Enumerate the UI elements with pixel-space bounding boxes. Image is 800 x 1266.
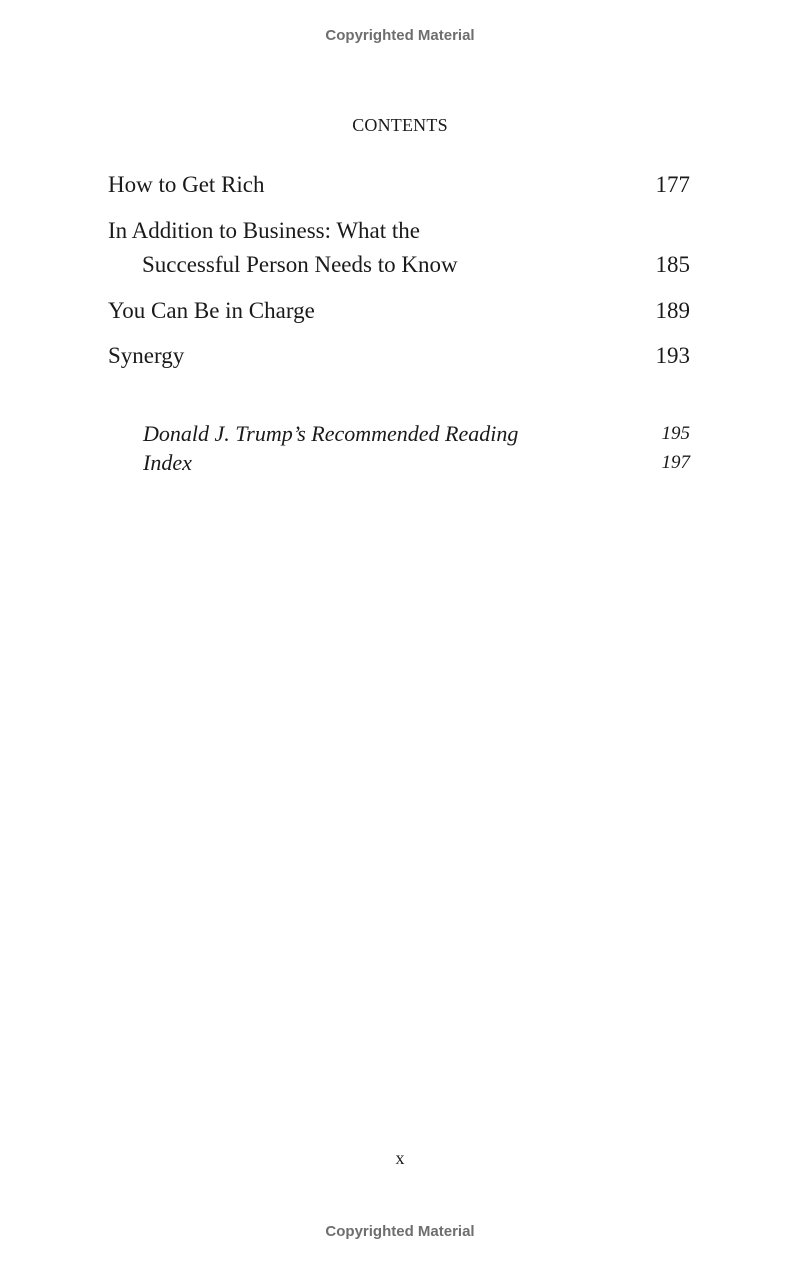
toc-entry-title: You Can Be in Charge (108, 298, 315, 323)
back-matter-entry (143, 448, 690, 477)
back-matter-entry (143, 419, 690, 448)
toc-entry (108, 168, 690, 202)
page-folio: x (395, 1148, 405, 1168)
toc-entry (108, 339, 690, 373)
toc-entry (108, 294, 690, 328)
back-matter-title: Index (143, 450, 192, 475)
toc-entry (108, 214, 690, 282)
back-matter-page: 197 (661, 452, 690, 473)
toc-entry-title-continued: Successful Person Needs to Know (142, 252, 458, 277)
toc-entry-page: 193 (655, 343, 690, 368)
copyright-watermark-bottom: Copyrighted Material (325, 1223, 475, 1240)
copyright-watermark-top: Copyrighted Material (325, 27, 475, 44)
toc-entry-title: Synergy (108, 343, 185, 368)
toc-entry-title: How to Get Rich (108, 172, 265, 197)
contents-heading: CONTENTS (352, 115, 448, 135)
back-matter-page: 195 (661, 423, 690, 444)
toc-entry-page: 189 (655, 298, 690, 323)
toc-entry-page: 185 (655, 252, 690, 277)
back-matter-title: Donald J. Trump’s Recommended Reading (143, 421, 519, 446)
toc-entry-page: 177 (655, 172, 690, 197)
toc-entry-title: In Addition to Business: What the (108, 218, 420, 243)
